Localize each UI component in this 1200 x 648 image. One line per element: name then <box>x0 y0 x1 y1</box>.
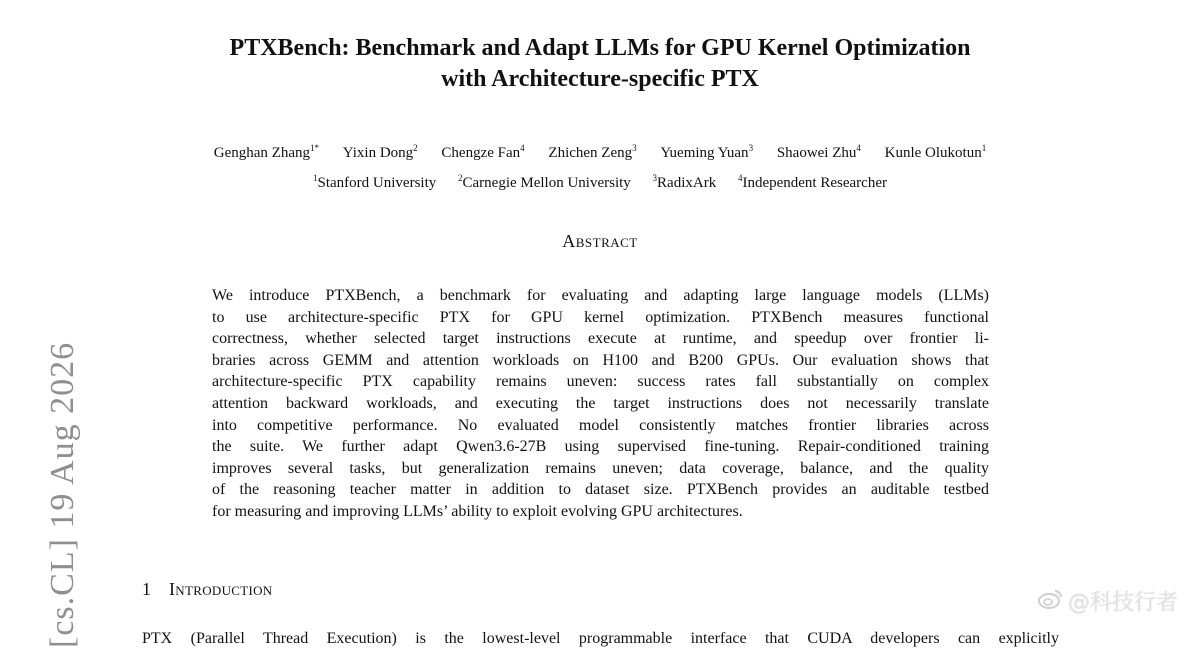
author: Genghan Zhang$^{1*}$ <box>213 143 319 161</box>
abstract-line: braries across GEMM and attention workloads on H100 and B200 GPUs. Our evaluation shows that <box>212 351 989 369</box>
abstract-line: for measuring and improving LLMs’ ability to exploit evolving GPU architectures. <box>212 502 743 520</box>
abstract-body <box>212 285 989 523</box>
abstract-line: into competitive performance. No evaluated model consistently matches frontier libraries across <box>212 416 989 434</box>
abstract-line: correctness, whether selected target instructions execute at runtime, and speedup over frontier li- <box>212 330 989 348</box>
abstract-heading: Abstract <box>562 231 638 251</box>
intro-paragraph-first-line: PTX (Parallel Thread Execution) is the lowest-level programmable interface that CUDA developers can explicitly <box>142 630 1059 647</box>
author: Zhichen Zeng$^3$ <box>548 143 637 161</box>
author: Yueming Yuan$^3$ <box>660 143 754 161</box>
section-number: 1 <box>142 579 151 599</box>
affiliation: $^2$Carnegie Mellon University <box>458 173 631 191</box>
affiliation: $^3$RadixArk <box>652 173 717 191</box>
paper-title-line-1: PTXBench: Benchmark and Adapt LLMs for GPU Kernel Optimization <box>229 35 971 61</box>
weibo-icon <box>1038 588 1064 619</box>
abstract-line: the suite. We further adapt Qwen3.6-27B using supervised fine-tuning. Repair-conditioned training <box>212 438 989 456</box>
affiliation: $^4$Independent Researcher <box>737 173 887 191</box>
author-list <box>0 143 1200 163</box>
affiliation: $^1$Stanford University <box>313 173 437 191</box>
arxiv-side-stamp: [cs.CL] 19 Aug 2026 <box>44 341 81 648</box>
abstract-line: improves several tasks, but generalization remains uneven; data coverage, balance, and the quality <box>212 459 989 477</box>
author: Chengze Fan$^4$ <box>441 143 525 161</box>
author: Kunle Olukotun$^1$ <box>884 143 987 161</box>
abstract-line: We introduce PTXBench, a benchmark for evaluating and adapting large language models (LLMs) <box>212 287 989 304</box>
watermark-text: @科技行者 <box>1067 590 1178 616</box>
abstract-line: to use architecture-specific PTX for GPU kernel optimization. PTXBench measures functional <box>212 308 989 326</box>
paper-title-line-2: with Architecture-specific PTX <box>441 66 759 92</box>
section-title: Introduction <box>169 579 273 599</box>
abstract-line: architecture-specific PTX capability remains uneven: success rates fall substantially on complex <box>212 373 989 391</box>
section-heading-introduction <box>142 577 272 601</box>
abstract-line: attention backward workloads, and executing the target instructions does not necessarily translate <box>212 394 989 412</box>
author: Shaowei Zhu$^4$ <box>776 143 861 161</box>
affiliation-list <box>0 173 1200 193</box>
author: Yixin Dong$^2$ <box>342 143 418 161</box>
source-watermark <box>1038 588 1178 619</box>
abstract-line: of the reasoning teacher matter in addition to dataset size. PTXBench provides an auditable testbed <box>212 481 989 499</box>
